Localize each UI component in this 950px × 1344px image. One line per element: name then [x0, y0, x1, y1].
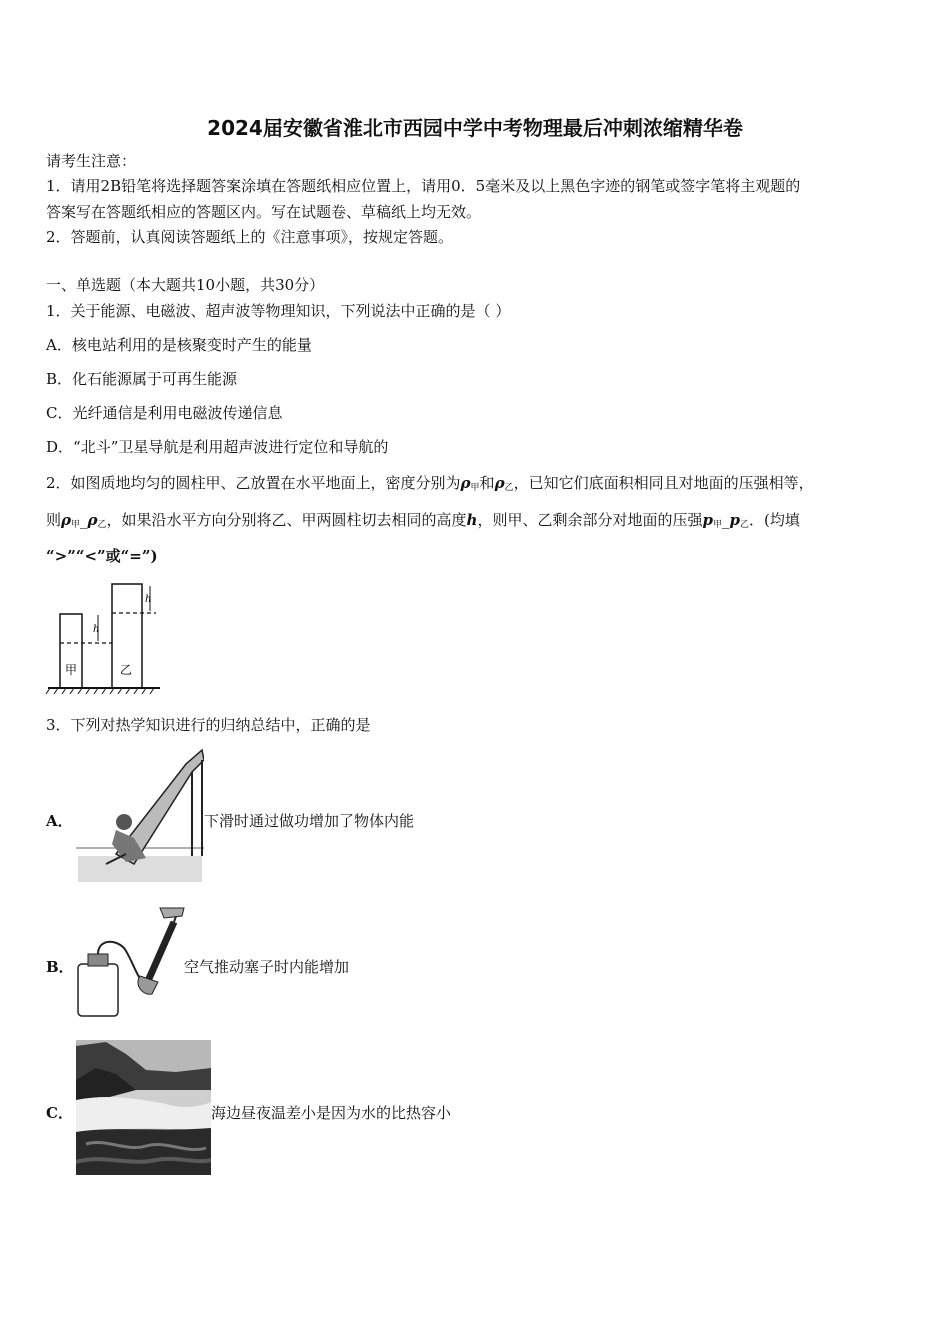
q1-stem: 1．关于能源、电磁波、超声波等物理知识，下列说法中正确的是（ ）: [46, 302, 511, 320]
h-label: h: [145, 594, 152, 605]
q3-option-a-label: A．: [46, 812, 73, 830]
q1-option-d: D．“北斗”卫星导航是利用超声波进行定位和导航的: [46, 438, 389, 456]
slide-image: [76, 746, 204, 884]
q3-option-b-text: 空气推动塞子时内能增加: [184, 958, 350, 976]
h-label: h: [93, 624, 100, 635]
q2-line-2: 则$\rho_甲\_\rho_乙$，如果沿水平方向分别将乙、甲两圆柱切去相同的高度h，则甲、乙剩余部分对地面的压强$p_甲\_p_乙$．(均填: [46, 511, 800, 530]
q2-line-3: “>”“<”或“=”): [46, 547, 158, 565]
jia-label: 甲: [65, 663, 78, 677]
q3-option-c-label: C．: [46, 1104, 73, 1122]
notice-line-1: 1．请用2B铅笔将选择题答案涂填在答题纸相应位置上，请用0．5毫米及以上黑色字迹的钢笔或签字笔将主观题的: [46, 177, 801, 195]
q3-option-c-text: 海边昼夜温差小是因为水的比热容小: [211, 1104, 452, 1122]
notice-line-2: 2．答题前，认真阅读答题纸上的《注意事项》，按规定答题。: [46, 228, 454, 246]
seaside-photo: [76, 1040, 211, 1175]
q3-stem: 3．下列对热学知识进行的归纳总结中，正确的是: [46, 716, 371, 734]
q1-option-a: A．核电站利用的是核聚变时产生的能量: [46, 336, 312, 354]
notice-line-1b: 答案写在答题纸相应的答题区内。写在试题卷、草稿纸上均无效。: [46, 203, 482, 221]
q2-line-1: 2．如图质地均匀的圆柱甲、乙放置在水平地面上，密度分别为$\rho_甲$和$\rho_乙$，已知它们底面积相同且对地面的压强相等，: [46, 474, 814, 493]
q1-option-c: C．光纤通信是利用电磁波传递信息: [46, 404, 283, 422]
cylinders-figure: [44, 578, 164, 696]
page-title: 2024届安徽省淮北市西园中学中考物理最后冲刺浓缩精华卷: [207, 116, 743, 140]
bottle-pump-image: [74, 904, 190, 1020]
q3-option-b-label: B．: [46, 958, 74, 976]
notice-heading: 请考生注意：: [46, 152, 137, 170]
yi-label: 乙: [120, 663, 133, 677]
q3-option-a-text: 下滑时通过做功增加了物体内能: [204, 812, 415, 830]
q1-option-b: B．化石能源属于可再生能源: [46, 370, 238, 388]
section-heading: 一、单选题（本大题共10小题，共30分）: [46, 276, 325, 294]
